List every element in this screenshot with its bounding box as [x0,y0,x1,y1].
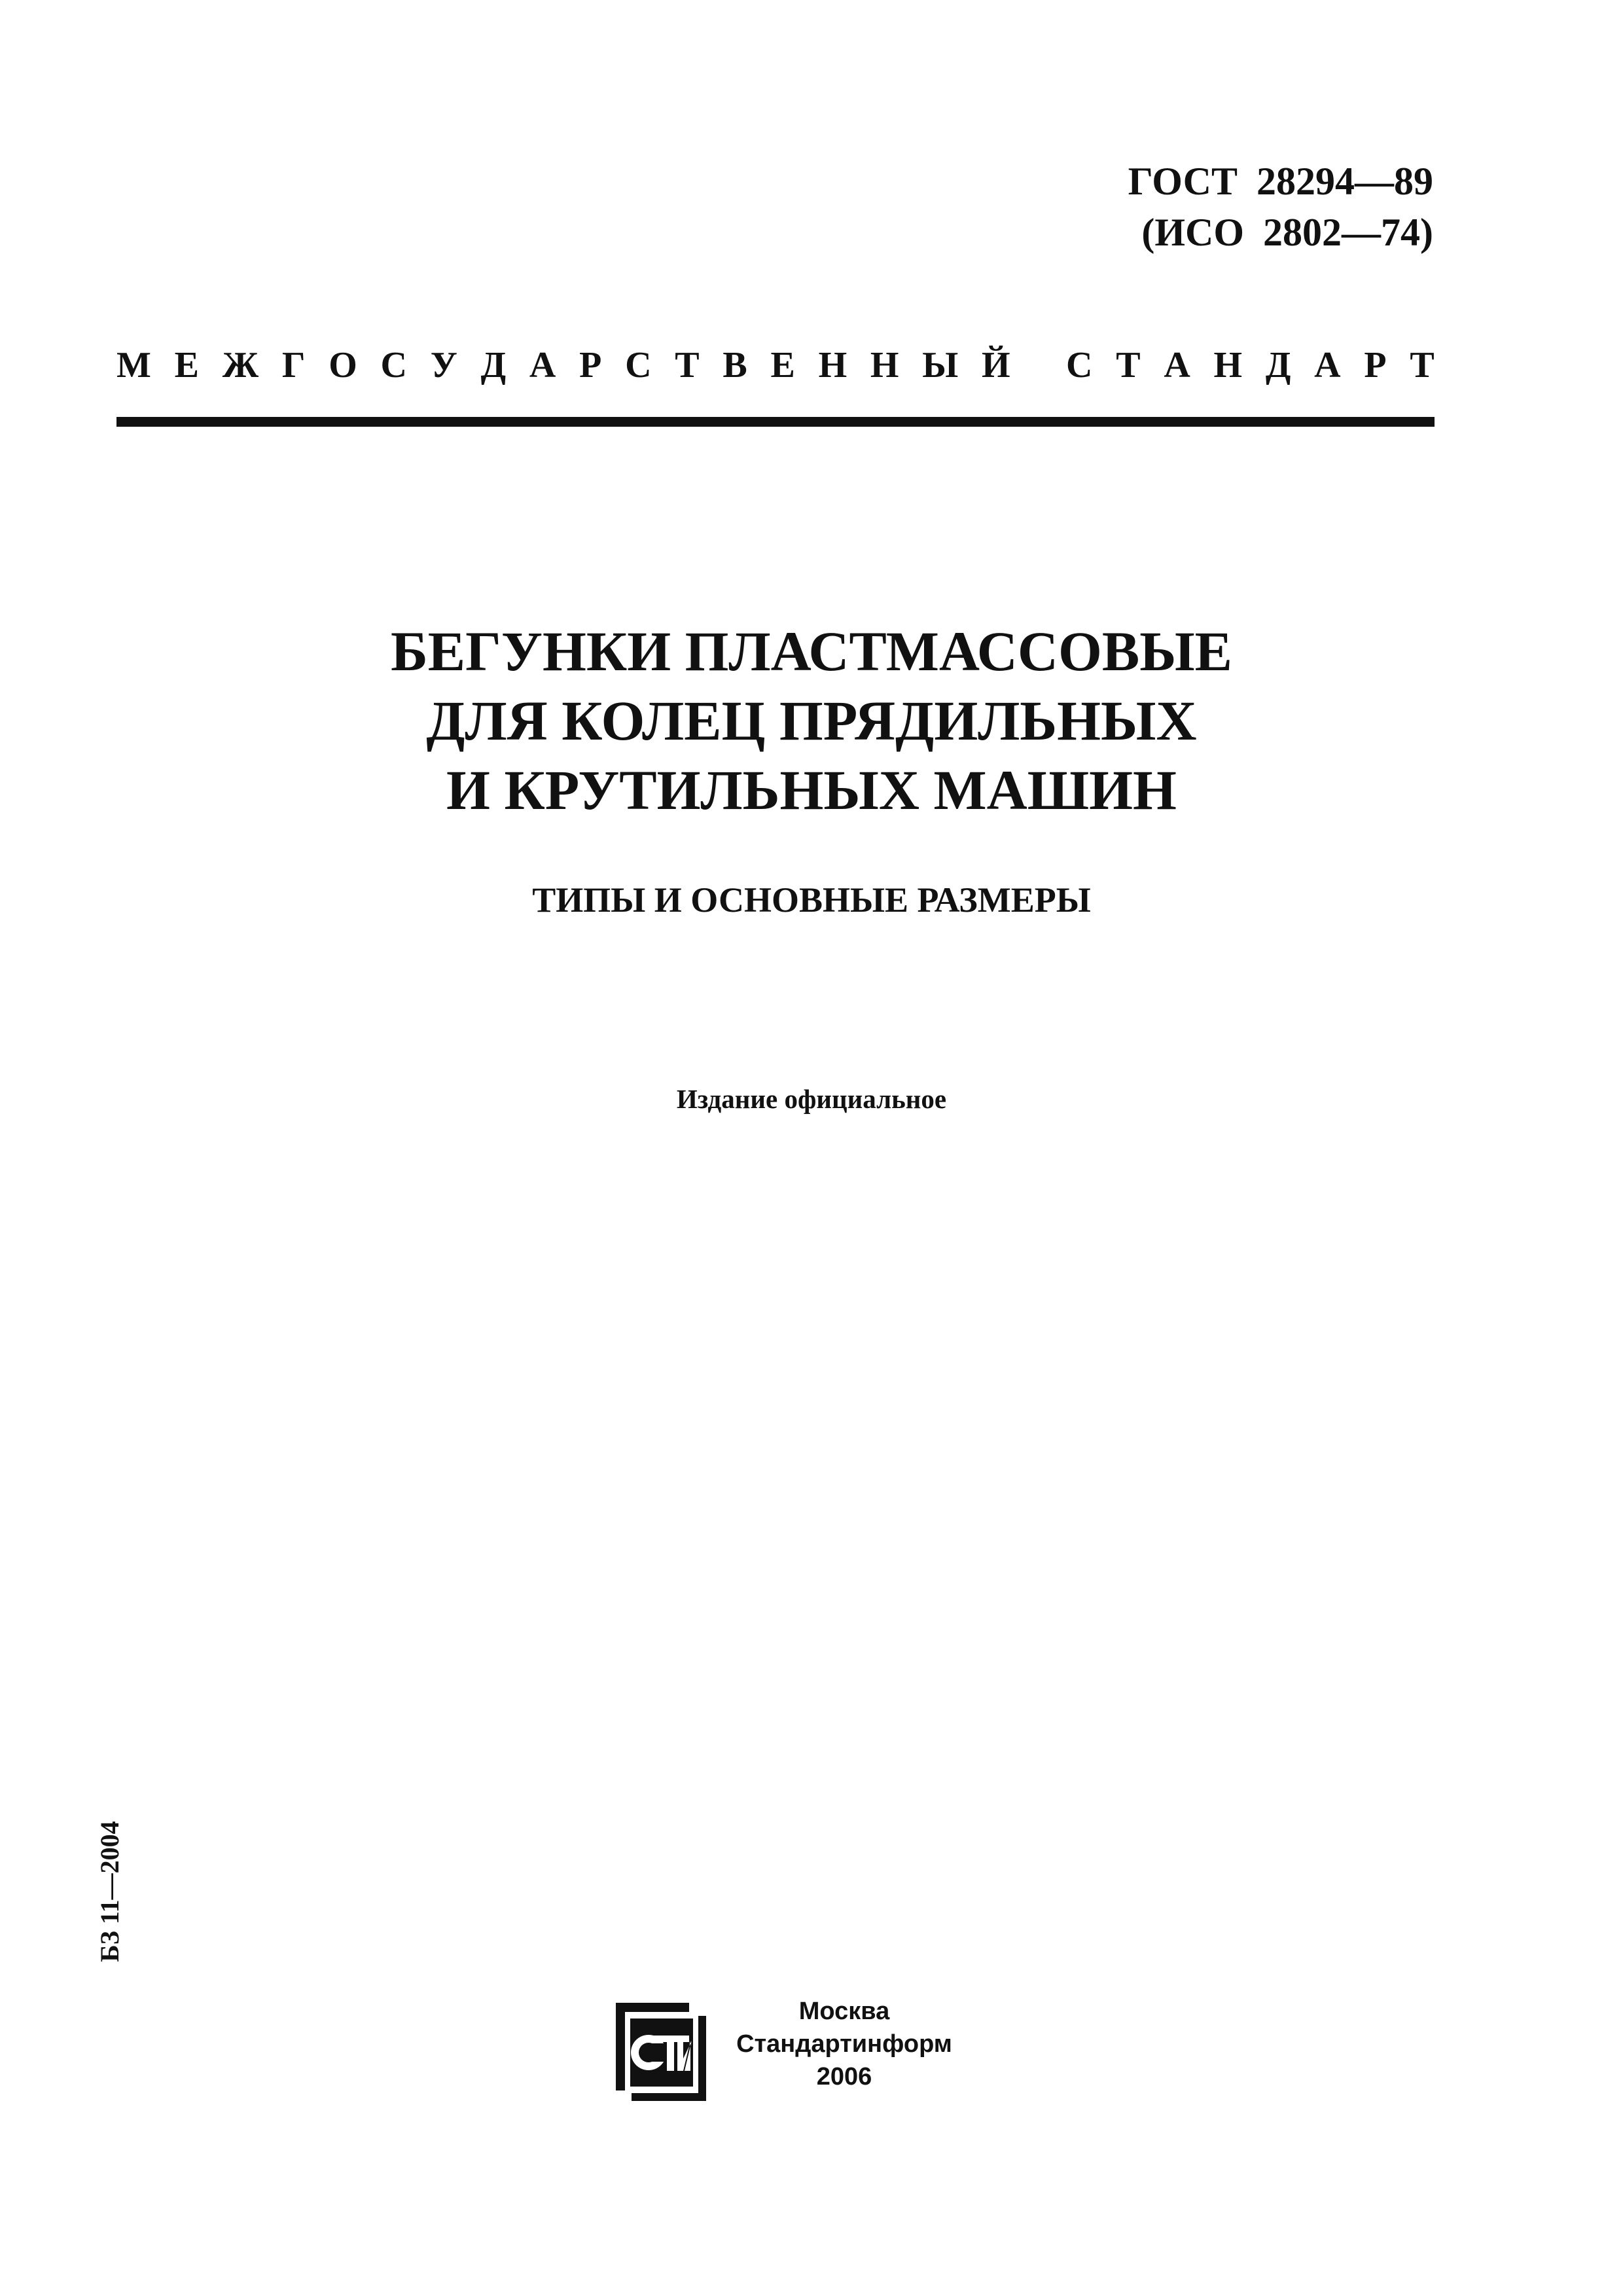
heading-letter: М [116,345,151,386]
heading-letter: Р [1364,345,1387,386]
title-line: И КРУТИЛЬНЫХ МАШИН [446,759,1177,821]
publisher-imprint [720,1995,969,2093]
interstate-standard-heading [116,342,1435,388]
imprint-publisher: Стандартинформ [736,2030,952,2058]
heading-letter: Т [675,345,700,386]
title-line: БЕГУНКИ ПЛАСТМАССОВЫЕ [390,620,1233,683]
heading-letter: Е [174,345,199,386]
heading-letter: Н [1213,345,1243,386]
heading-letter: Г [281,345,306,386]
side-catalog-code: БЗ 11—2004 [95,1821,124,1962]
imprint-year: 2006 [816,2063,872,2090]
heading-letter: С [380,345,407,386]
heading-letter: Д [480,345,507,386]
heading-word-gap [1033,342,1043,388]
heading-letter: С [1066,345,1093,386]
title-line: ДЛЯ КОЛЕЦ ПРЯДИЛЬНЫХ [426,689,1197,752]
iso-reference: (ИСО 2802—74) [1141,211,1433,254]
imprint-city: Москва [798,1998,890,2025]
heading-letter: Е [770,345,795,386]
heading-letter: Ж [222,345,259,386]
heading-letter: Н [870,345,899,386]
heading-letter: У [430,345,457,386]
heading-letter: А [529,345,556,386]
heading-letter: О [329,345,357,386]
heading-letter: Й [981,345,1010,386]
publisher-logo-icon [612,1998,710,2106]
heading-divider [116,417,1435,427]
heading-letter: С [625,345,652,386]
heading-letter: Т [1116,345,1141,386]
edition-note: Издание официальное [676,1084,947,1114]
heading-letter: Т [1410,345,1435,386]
heading-letter: А [1314,345,1341,386]
heading-letter: Н [818,345,847,386]
heading-letter: А [1164,345,1190,386]
heading-letter: Ы [922,345,959,386]
document-title [0,617,1623,825]
heading-letter: Д [1265,345,1291,386]
document-subtitle: ТИПЫ И ОСНОВНЫЕ РАЗМЕРЫ [532,880,1091,920]
standard-designation [1128,156,1433,258]
heading-letter: В [722,345,747,386]
heading-letter: Р [579,345,602,386]
standard-number: ГОСТ 28294—89 [1128,160,1433,203]
